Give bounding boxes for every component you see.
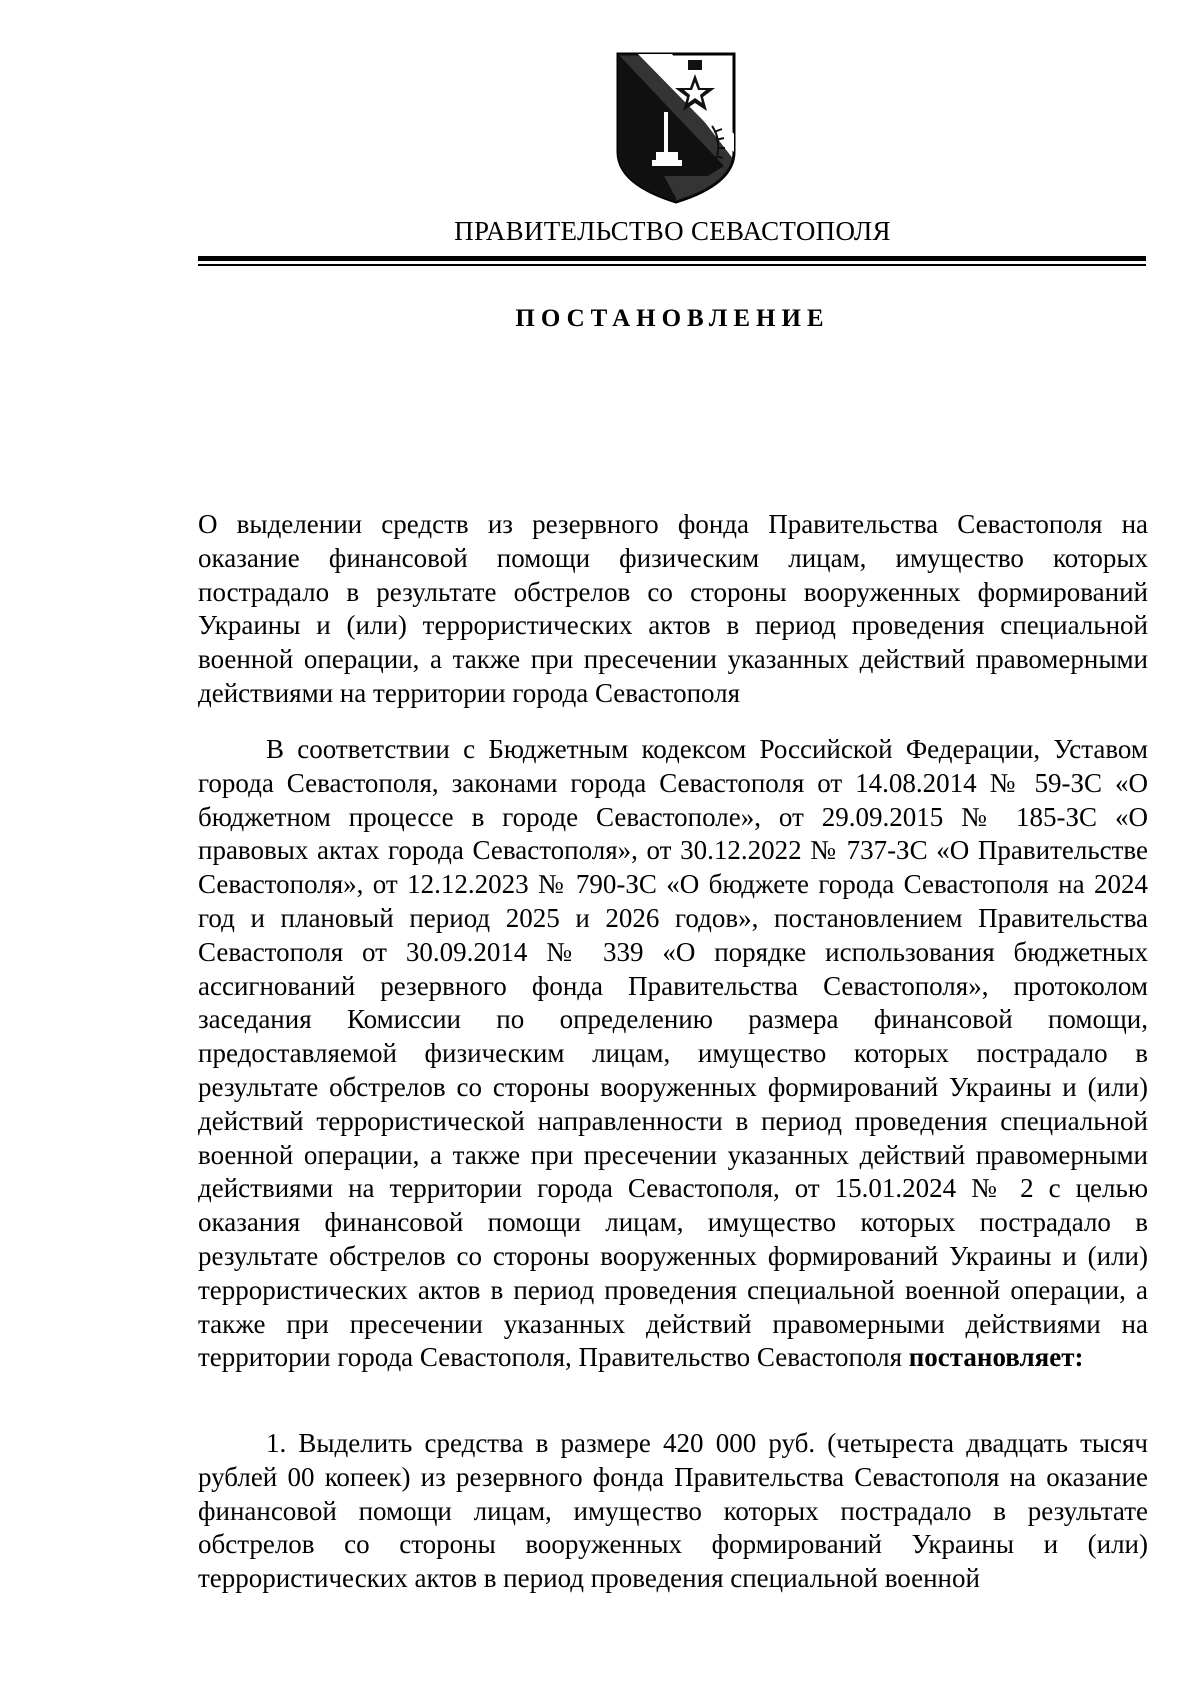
header-rule-thick bbox=[198, 256, 1146, 261]
government-name: ПРАВИТЕЛЬСТВО СЕВАСТОПОЛЯ bbox=[454, 216, 891, 246]
document-type: ПОСТАНОВЛЕНИЕ bbox=[515, 305, 830, 332]
document-subject: О выделении средств из резервного фонда Правительства Севастополя на оказание финансовой помощи физическим лицам, имущество которых пострадало в результате обстрелов со стороны вооруженных формирований Украины и (или) террористических актов в период проведения специальной военной операции, а также при пресечении указанных действий правомерными действиями на территории города Севастополя bbox=[198, 509, 1148, 708]
preamble-paragraph bbox=[198, 733, 1148, 1375]
coat-of-arms-icon bbox=[612, 48, 740, 206]
header-rule-thin bbox=[198, 264, 1146, 266]
item-1-paragraph: 1. Выделить средства в размере 420 000 руб. (четыреста двадцать тысяч рублей 00 копеек) из резервного фонда Правительства Севастополя на оказание финансовой помощи лицам, имущество которых пострадало в результате обстрелов со стороны вооруженных формирований Украины и (или) террористических актов в период проведения специальной военной bbox=[198, 1428, 1148, 1594]
preamble-text: В соответствии с Бюджетным кодексом Российской Федерации, Уставом города Севастополя, законами города Севастополя от 14.08.2014 № 59-ЗС «О бюджетном процессе в городе Севастополе», от 29.09.2015 № 185-ЗС «О правовых актах города Севастополя», от 30.12.2022 № 737-ЗС «О Правительстве Севастополя», от 12.12.2023 № 790-ЗС «О бюджете города Севастополя на 2024 год и плановый период 2025 и 2026 годов», постановлением Правительства Севастополя от 30.09.2014 № 339 «О порядке использования бюджетных ассигнований резервного фонда Правительства Севастополя», протоколом заседания Комиссии по определению размера финансовой помощи, предоставляемой физическим лицам, имущество которых пострадало в результате обстрелов со стороны вооруженных формирований Украины и (или) действий террористической направленности в период проведения специальной военной операции, а также при пресечении указанных действий правомерными действиями на территории города Севастополя, от 15.01.2024 № 2 с целью оказания финансовой помощи лицам, имущество которых пострадало в результате обстрелов со стороны вооруженных формирований Украины и (или) террористических актов в период проведения специальной военной операции, а также при пресечении указанных действий правомерными действиями на территории города Севастополя, Правительство Севастополя bbox=[198, 734, 1148, 1373]
operative-word: постановляет: bbox=[908, 1342, 1084, 1373]
